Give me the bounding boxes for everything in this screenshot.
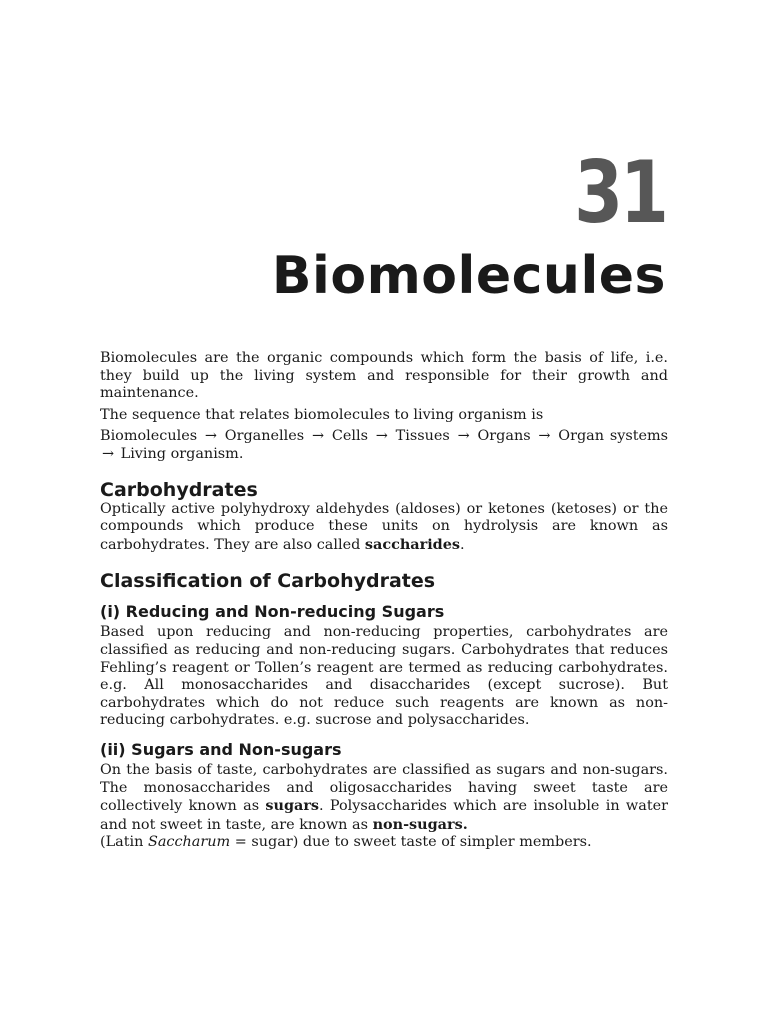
intro-sequence-lead: The sequence that relates biomolecules to living organism is	[100, 406, 544, 423]
sequence-step: Cells	[331, 428, 368, 445]
carbohydrates-text: Optically active polyhydroxy aldehydes (aldoses) or ketones (ketoses) or the compounds which produce these units on hydrolysis are known as carbohydrates. They are also called	[100, 500, 668, 553]
sugars-text: = sugar) due to sweet taste of simpler members.	[230, 834, 592, 851]
section-heading-classification: Classification of Carbohydrates	[100, 570, 436, 593]
arrow-icon: →	[102, 445, 115, 462]
arrow-icon: →	[311, 428, 325, 445]
carbohydrates-paragraph	[100, 501, 668, 555]
sequence-step: Organelles	[224, 428, 305, 445]
page-content	[100, 350, 668, 852]
chapter-number: 31	[574, 143, 666, 243]
chapter-title: Biomolecules	[271, 246, 666, 306]
sugars-text: . Polysaccharides which are insoluble in water and not sweet in taste, are known as	[100, 798, 668, 833]
reducing-paragraph: Based upon reducing and non-reducing properties, carbohydrates are classified as reducing and non-reducing sugars. Carbohydrates that reduces Fehling’s reagent or Tollen’s reagent are termed as reducing carbohydrates. e.g. All monosaccharides and disaccharides (except sucrose). But carbohydrates which do not reduce such reagents are known as non-reducing carbohydrates. e.g. sucrose and polysaccharides.	[100, 624, 668, 729]
subsection-heading-reducing: (i) Reducing and Non-reducing Sugars	[100, 602, 445, 622]
sequence-step: Biomolecules	[100, 428, 198, 445]
sequence-step: Tissues	[395, 428, 450, 445]
sequence-step: Living organism.	[120, 445, 244, 462]
subsection-heading-sugars: (ii) Sugars and Non-sugars	[100, 739, 342, 759]
term-non-sugars: non-sugars.	[372, 815, 468, 833]
sugars-paragraph	[100, 762, 668, 852]
organism-sequence	[100, 428, 668, 463]
section-heading-carbohydrates: Carbohydrates	[100, 478, 258, 501]
term-sugars: sugars	[265, 797, 320, 815]
carbohydrates-text-end: .	[460, 536, 465, 553]
term-saccharum: Saccharum	[147, 834, 231, 851]
sugars-text: (Latin	[100, 834, 148, 851]
arrow-icon: →	[204, 428, 217, 445]
sequence-step: Organ systems	[558, 428, 669, 445]
arrow-icon: →	[457, 428, 470, 445]
intro-paragraph: Biomolecules are the organic compounds which form the basis of life, i.e. they build up the living system and responsible for their growth and maintenance.	[100, 350, 668, 402]
arrow-icon: →	[375, 428, 388, 445]
sugars-text: On the basis of taste, carbohydrates are classified as sugars and non-sugars. The monosaccharides and oligosaccharides having sweet taste are collectively known as	[100, 761, 668, 815]
sequence-step: Organs	[477, 428, 531, 445]
arrow-icon: →	[538, 428, 551, 445]
term-saccharides: saccharides	[364, 535, 460, 553]
